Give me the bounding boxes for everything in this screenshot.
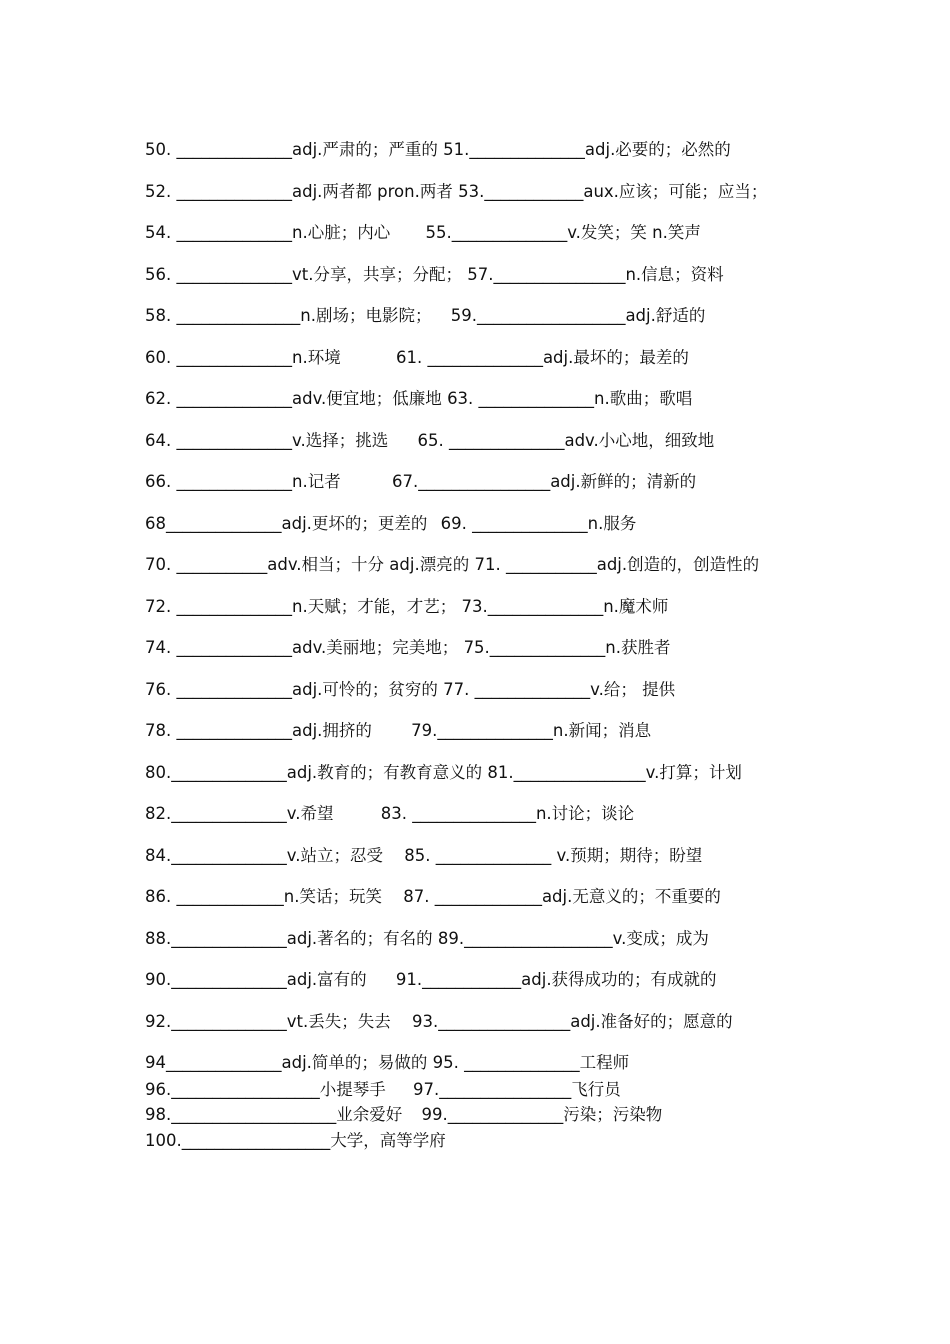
vocab-line-80-81 xyxy=(145,762,742,784)
vocab-item-81: 81.________________v.打算；计划 xyxy=(487,763,742,782)
vocab-item-62: 62. ______________adv.便宜地；低廉地 xyxy=(145,389,442,408)
vocab-item-99: 99.______________污染；污染物 xyxy=(421,1105,663,1124)
vocab-item-66: 66. ______________n.记者 xyxy=(145,472,341,491)
vocab-item-65: 65. ______________adv.小心地，细致地 xyxy=(417,431,715,450)
vocab-line-90-91 xyxy=(145,969,717,991)
vocab-item-69: 69. ______________n.服务 xyxy=(440,514,637,533)
vocab-line-72-73 xyxy=(145,596,668,618)
vocab-item-70: 70. ___________adv.相当；十分 adj.漂亮的 xyxy=(145,555,470,574)
vocab-item-74: 74. ______________adv.美丽地；完美地； xyxy=(145,638,459,657)
vocab-item-87: 87. _____________adj.无意义的；不重要的 xyxy=(403,887,721,906)
vocab-item-83: 83. _______________n.讨论；谈论 xyxy=(380,804,635,823)
vocab-item-80: 80.______________adj.教育的；有教育意义的 xyxy=(145,763,483,782)
vocab-item-79: 79.______________n.新闻；消息 xyxy=(411,721,652,740)
vocab-line-68-69 xyxy=(145,513,636,535)
vocab-item-60: 60. ______________n.环境 xyxy=(145,348,341,367)
vocab-line-52-53 xyxy=(145,181,767,203)
vocab-line-50-51 xyxy=(145,139,731,161)
vocab-line-62-63 xyxy=(145,388,692,410)
vocab-item-67: 67.________________adj.新鲜的；清新的 xyxy=(391,472,697,491)
vocab-item-77: 77. ______________v.给； 提供 xyxy=(443,680,676,699)
vocab-item-100: 100.__________________大学，高等学府 xyxy=(145,1131,446,1150)
vocab-item-89: 89.__________________v.变成；成为 xyxy=(437,929,709,948)
vocab-line-74-75 xyxy=(145,637,671,659)
vocab-item-71: 71. ___________adj.创造的，创造性的 xyxy=(474,555,760,574)
vocab-line-96-97 xyxy=(145,1079,621,1101)
vocab-item-59: 59.__________________adj.舒适的 xyxy=(450,306,706,325)
vocab-line-88-89 xyxy=(145,928,709,950)
vocab-item-78: 78. ______________adj.拥挤的 xyxy=(145,721,372,740)
vocab-line-92-93 xyxy=(145,1011,733,1033)
vocab-item-88: 88.______________adj.著名的；有名的 xyxy=(145,929,433,948)
vocab-item-72: 72. ______________n.天赋；才能，才艺； xyxy=(145,597,457,616)
vocab-item-55: 55.______________v.发笑；笑 n.笑声 xyxy=(425,223,701,242)
vocab-item-84: 84.______________v.站立；忍受 xyxy=(145,846,383,865)
vocab-item-85: 85. ______________ v.预期；期待；盼望 xyxy=(404,846,703,865)
vocab-item-52: 52. ______________adj.两者都 pron.两者 xyxy=(145,182,453,201)
vocab-item-98: 98.____________________业余爱好 xyxy=(145,1105,403,1124)
vocab-item-92: 92.______________vt.丢失；失去 xyxy=(145,1012,391,1031)
vocab-item-91: 91.____________adj.获得成功的；有成就的 xyxy=(395,970,717,989)
vocab-item-61: 61. ______________adj.最坏的；最差的 xyxy=(395,348,689,367)
vocab-item-54: 54. ______________n.心脏；内心 xyxy=(145,223,391,242)
vocab-line-84-85 xyxy=(145,845,702,867)
vocab-item-58: 58. _______________n.剧场；电影院； xyxy=(145,306,432,325)
vocab-item-95: 95. ______________工程师 xyxy=(432,1053,630,1072)
vocab-line-100 xyxy=(145,1130,446,1152)
vocab-line-66-67 xyxy=(145,471,696,493)
vocab-line-54-55 xyxy=(145,222,701,244)
vocab-item-90: 90.______________adj.富有的 xyxy=(145,970,367,989)
vocab-line-58-59 xyxy=(145,305,705,327)
vocab-line-78-79 xyxy=(145,720,651,742)
vocab-item-57: 57.________________n.信息；资料 xyxy=(467,265,724,284)
vocab-item-94: 94______________adj.简单的；易做的 xyxy=(145,1053,428,1072)
vocab-item-51: 51.______________adj.必要的；必然的 xyxy=(443,140,731,159)
vocab-line-56-57 xyxy=(145,264,724,286)
vocab-item-97: 97.________________飞行员 xyxy=(413,1080,621,1099)
vocab-line-98-99 xyxy=(145,1104,662,1126)
vocab-line-76-77 xyxy=(145,679,675,701)
vocab-item-64: 64. ______________v.选择；挑选 xyxy=(145,431,389,450)
vocab-line-60-61 xyxy=(145,347,689,369)
vocab-line-94-95 xyxy=(145,1052,629,1074)
vocab-item-53: 53.____________aux.应该；可能；应当； xyxy=(458,182,768,201)
vocab-line-70-71 xyxy=(145,554,759,576)
vocab-item-50: 50. ______________adj.严肃的；严重的 xyxy=(145,140,438,159)
vocab-item-73: 73.______________n.魔术师 xyxy=(461,597,669,616)
vocab-line-64-65 xyxy=(145,430,714,452)
vocab-line-86-87 xyxy=(145,886,721,908)
vocab-item-82: 82.______________v.希望 xyxy=(145,804,334,823)
vocab-item-86: 86. _____________n.笑话；玩笑 xyxy=(145,887,382,906)
vocab-line-82-83 xyxy=(145,803,634,825)
vocab-item-68: 68______________adj.更坏的；更差的 xyxy=(145,514,428,533)
vocab-item-93: 93.________________adj.准备好的；愿意的 xyxy=(411,1012,733,1031)
vocab-item-96: 96.__________________小提琴手 xyxy=(145,1080,386,1099)
vocab-item-56: 56. ______________vt.分享，共享；分配； xyxy=(145,265,462,284)
vocab-item-75: 75.______________n.获胜者 xyxy=(463,638,671,657)
vocab-item-63: 63. ______________n.歌曲；歌唱 xyxy=(447,389,693,408)
vocab-item-76: 76. ______________adj.可怜的；贫穷的 xyxy=(145,680,438,699)
